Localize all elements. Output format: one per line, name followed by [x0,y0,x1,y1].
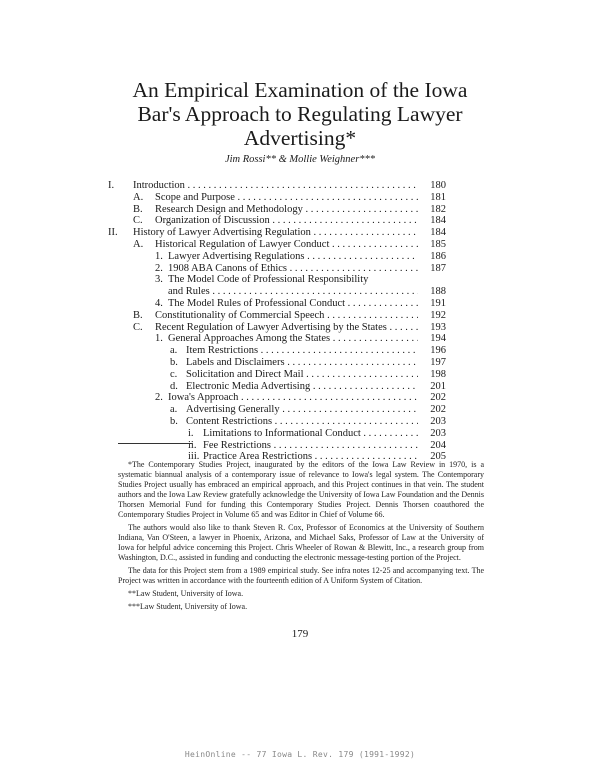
toc-entry-page: 205 [430,451,446,463]
toc-entry-label: History of Lawyer Advertising Regulation [133,227,311,239]
toc-entry-number: c. [170,368,178,380]
toc-entry-label: Introduction [133,180,185,191]
toc-entry-label: and Rules [168,286,210,298]
toc-entry-number: 2. [155,262,163,274]
toc-entry-number: C. [133,321,143,333]
footnote-rule [118,443,192,444]
toc-entry-number: ii. [188,439,197,451]
toc-entry-page: 193 [430,321,446,333]
toc-entry-label: Practice Area Restrictions [203,451,313,463]
toc-entry-label: The Model Code of Professional Responsibility [168,274,369,286]
toc-entry-page: 184 [430,215,446,227]
toc-entry-label: Electronic Media Advertising [186,380,311,392]
toc-entry-number: A. [133,191,144,203]
title-line-2: Bar's Approach to Regulating Lawyer [137,102,463,126]
toc-entry-page: 185 [430,239,446,250]
toc-entry-number: II. [108,227,118,239]
toc-entry-label: Scope and Purpose [155,191,235,203]
toc-entry-number: 1. [155,250,163,262]
toc-entry-label: Research Design and Methodology [155,203,303,215]
toc-entry-number: 1. [155,333,163,345]
footnote-author-1: **Law Student, University of Iowa. [128,589,244,598]
toc-entry-number: iii. [188,451,200,463]
toc-entry-label: Item Restrictions [186,345,259,357]
toc-entry-number: A. [133,239,144,250]
toc-entry-page: 192 [430,309,446,321]
toc-entry-number: a. [170,345,178,357]
toc-entry-page: 184 [430,227,446,239]
toc-entry-label: Fee Restrictions [203,439,271,451]
toc-entry-label: Organization of Discussion [155,215,270,227]
toc-entry-page: 203 [430,427,446,439]
toc-entry-number: 2. [155,392,163,404]
footnote-author-2: ***Law Student, University of Iowa. [128,602,248,611]
toc-entry-number: I. [108,180,115,191]
toc-entry-number: B. [133,309,143,321]
toc-entry-label: Recent Regulation of Lawyer Advertising by the States [155,321,387,333]
toc-entry-page: 203 [430,416,446,427]
toc-entry-page: 187 [430,262,446,274]
toc-entry-number: b. [170,357,178,368]
toc-entry-page: 196 [430,345,446,357]
article-title [80,78,520,150]
title-line-1: An Empirical Examination of the Iowa [132,78,468,102]
toc-entry-page: 202 [430,404,446,416]
toc-entry-page: 194 [430,333,446,345]
toc-entry-page: 182 [430,203,446,215]
toc-entry-number: 4. [155,298,163,309]
toc-entry-page: 197 [430,357,446,368]
toc-entry-page: 198 [430,368,446,380]
toc-entry-label: Limitations to Informational Conduct [203,427,361,439]
authors-line: Jim Rossi** & Mollie Weighner*** [224,154,376,165]
toc-entry-label: Historical Regulation of Lawyer Conduct [155,239,330,250]
heinonline-watermark: HeinOnline -- 77 Iowa L. Rev. 179 (1991-1992) [184,750,416,759]
toc-entry-label: Solicitation and Direct Mail [186,368,304,380]
footnote-acknowledgments: The authors would also like to thank Steven R. Cox, Professor of Economics at the University of Southern Indiana, Van O'Steen, a lawyer in Phoenix, Arizona, and Michael Saks, Professor of Law at the University of Iowa for helpful advice concerning this Project. Chris Wheeler of Rowan & Blewitt, Inc., a research group from Washington, D.C., assisted in funding and conducting the electronic message-testing portion of the Project. [118,523,484,562]
toc-entry-page: 204 [430,439,446,451]
page-number: 179 [291,628,309,640]
footnote-star: *The Contemporary Studies Project, inaugurated by the editors of the Iowa Law Review in 1970, is a systematic biannual analysis of a contemporary issue of relevance to Iowa's legal system. The Contemporary Studies Project usually has embraced an empirical approach, and this Project continues in that vein. The student authors and the Iowa Law Review gratefully acknowledge the University of Iowa Law Foundation and the Dennis Thorsen Memorial Fund for funding this Contemporary Studies Project. Dennis Thorsen coauthored the Contemporary Studies Project in Volume 65 and was Editor in Chief of Volume 66. [118,460,484,519]
title-line-3: Advertising* [243,126,357,150]
footnotes [118,460,484,615]
footnote-data-source: The data for this Project stem from a 1989 empirical study. See infra notes 12-25 and accompanying text. The Project was written in accordance with the fourteenth edition of A Uniform System of Citation. [118,566,484,585]
toc-entry-label: The Model Rules of Professional Conduct [168,298,346,309]
toc-entry-page: 186 [430,250,446,262]
toc-entry-page: 201 [430,380,446,392]
toc-entry-label: Constitutionality of Commercial Speech [155,309,325,321]
toc-entry-label: Lawyer Advertising Regulations [168,250,305,262]
toc-entry-label: Iowa's Approach [168,392,239,404]
toc-entry-label: Advertising Generally [186,404,280,416]
toc-entry-label: 1908 ABA Canons of Ethics [168,262,288,274]
toc-entry-number: d. [170,380,178,392]
toc-entry-number: C. [133,215,143,227]
toc-entry-number: a. [170,404,178,416]
toc-entry-label: General Approaches Among the States [168,333,331,345]
toc-entry-number: b. [170,416,178,427]
toc-entry-label: Content Restrictions [186,416,273,427]
toc-entry-number: B. [133,203,143,215]
toc-entry-page: 188 [430,286,446,298]
toc-entry-label: Labels and Disclaimers [186,357,285,368]
toc-entry-page: 181 [430,191,446,203]
toc-entry-page: 180 [430,180,446,191]
toc-entry-page: 191 [430,298,446,309]
toc-entry-number: 3. [155,274,163,286]
toc-entry-page: 202 [430,392,446,404]
toc-entry-number: i. [188,427,194,439]
